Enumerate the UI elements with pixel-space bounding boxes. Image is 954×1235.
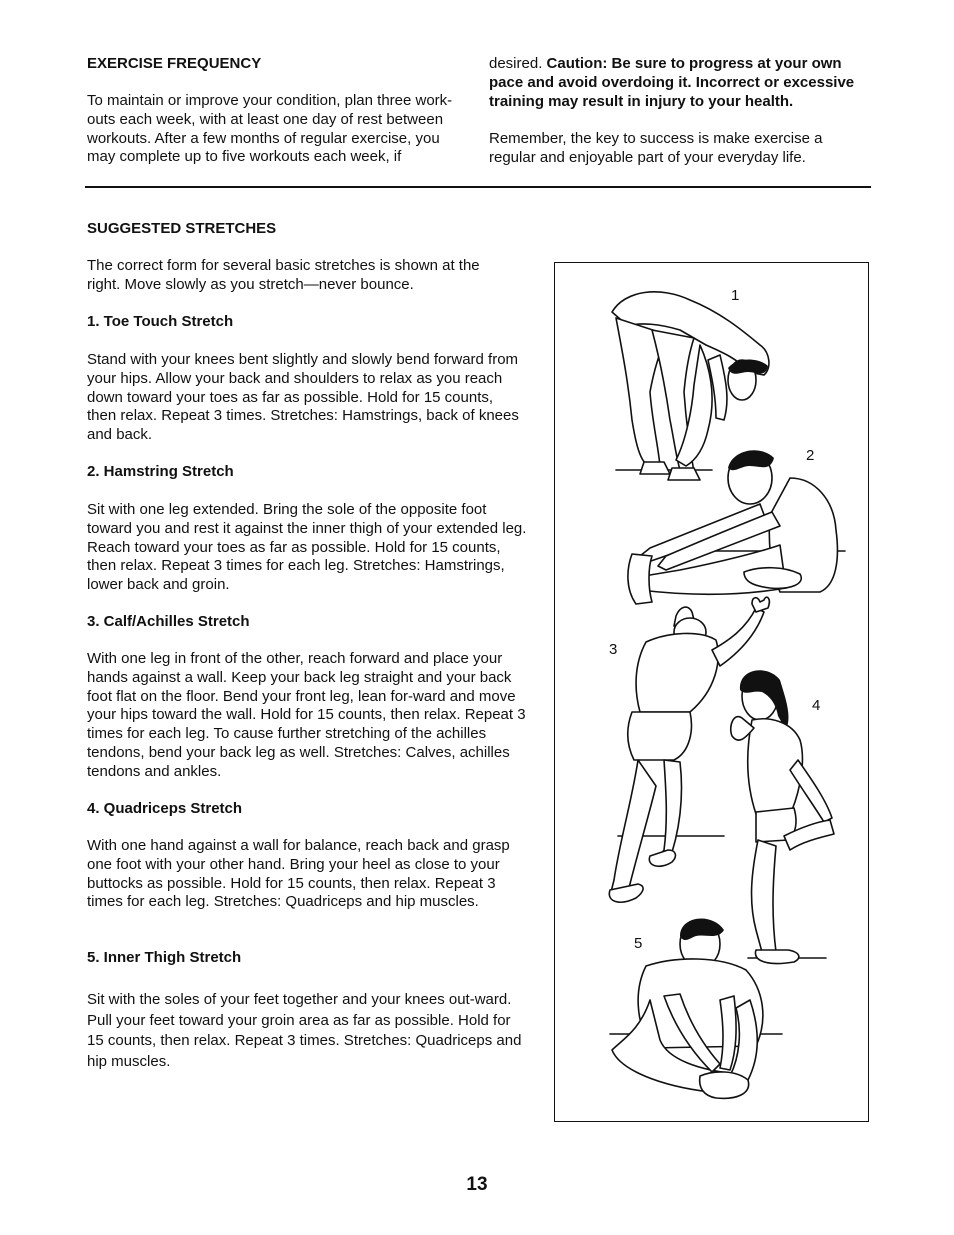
stretch-title-toe-touch: 1. Toe Touch Stretch [87,313,234,330]
stretch-body-calf-achilles: With one leg in front of the other, reach forward and place your hands against a wall. Keep your back leg straight and your back foot flat on the floor. Bend your front leg, lean for-ward and move your hips toward the wall. Hold for 15 counts, then relax. Repeat 3 times for each leg. To cause further stretching of the achilles tendons, bend your back leg as well. Stretches: Calves, achilles tendons and ankles. [87,650,526,780]
calf-achilles-stretch-illustration [609,597,769,902]
remember-paragraph: Remember, the key to success is make exercise a regular and enjoyable part of your everyday life. [489,130,823,166]
stretch-body-quadriceps: With one hand against a wall for balance, reach back and grasp one foot with your other hand. Bring your heel as close to your buttocks as possible. Hold for 15 counts, then relax. Repeat 3 times for each leg. Stretches: Quadriceps and hip muscles. [87,837,510,911]
caution-text: Caution: Be sure to progress at your own pace and avoid overdoing it. Incorrect or excessive training may result in injury to your health. [489,55,855,110]
stretch-title-inner-thigh: 5. Inner Thigh Stretch [87,949,242,966]
stretch-title-calf-achilles: 3. Calf/Achilles Stretch [87,613,250,630]
stretch-body-hamstring: Sit with one leg extended. Bring the sole of the opposite foot toward you and rest it against the inner thigh of your extended leg. Reach toward your toes as far as possible. Hold for 15 counts, then relax. Repeat 3 times for each leg. Stretches: Hamstrings, lower back and groin. [87,501,527,594]
stretch-title-quadriceps: 4. Quadriceps Stretch [87,800,243,817]
suggested-stretches-heading: SUGGESTED STRETCHES [87,220,277,237]
page-number: 13 [466,1174,488,1195]
figure-label-1: 1 [731,287,740,304]
stretches-intro: The correct form for several basic stretches is shown at the right. Move slowly as you stretch—never bounce. [87,257,480,293]
exercise-frequency-body: To maintain or improve your condition, plan three work-outs each week, with at least one day of rest between workouts. After a few months of regular exercise, you may complete up to five workouts each week, if [87,92,453,166]
figure-label-3: 3 [609,641,618,658]
figure-label-4: 4 [812,697,821,714]
figure-label-2: 2 [806,447,815,464]
stretch-body-toe-touch: Stand with your knees bent slightly and slowly bend forward from your hips. Allow your back and shoulders to relax as you reach down toward your toes as far as possible. Hold for 15 counts, then relax. Repeat 3 times. Stretches: Hamstrings, back of knees and back. [87,351,519,444]
exercise-frequency-heading: EXERCISE FREQUENCY [87,55,262,72]
stretch-title-hamstring: 2. Hamstring Stretch [87,463,234,480]
figure-label-5: 5 [634,935,643,952]
caution-lead-text: desired. [489,55,547,72]
stretch-body-inner-thigh: Sit with the soles of your feet together and your knees out-ward. Pull your feet toward your groin area as far as possible. Hold for 15 counts, then relax. Repeat 3 times. Stretches: Quadriceps and hip muscles. [87,991,522,1070]
